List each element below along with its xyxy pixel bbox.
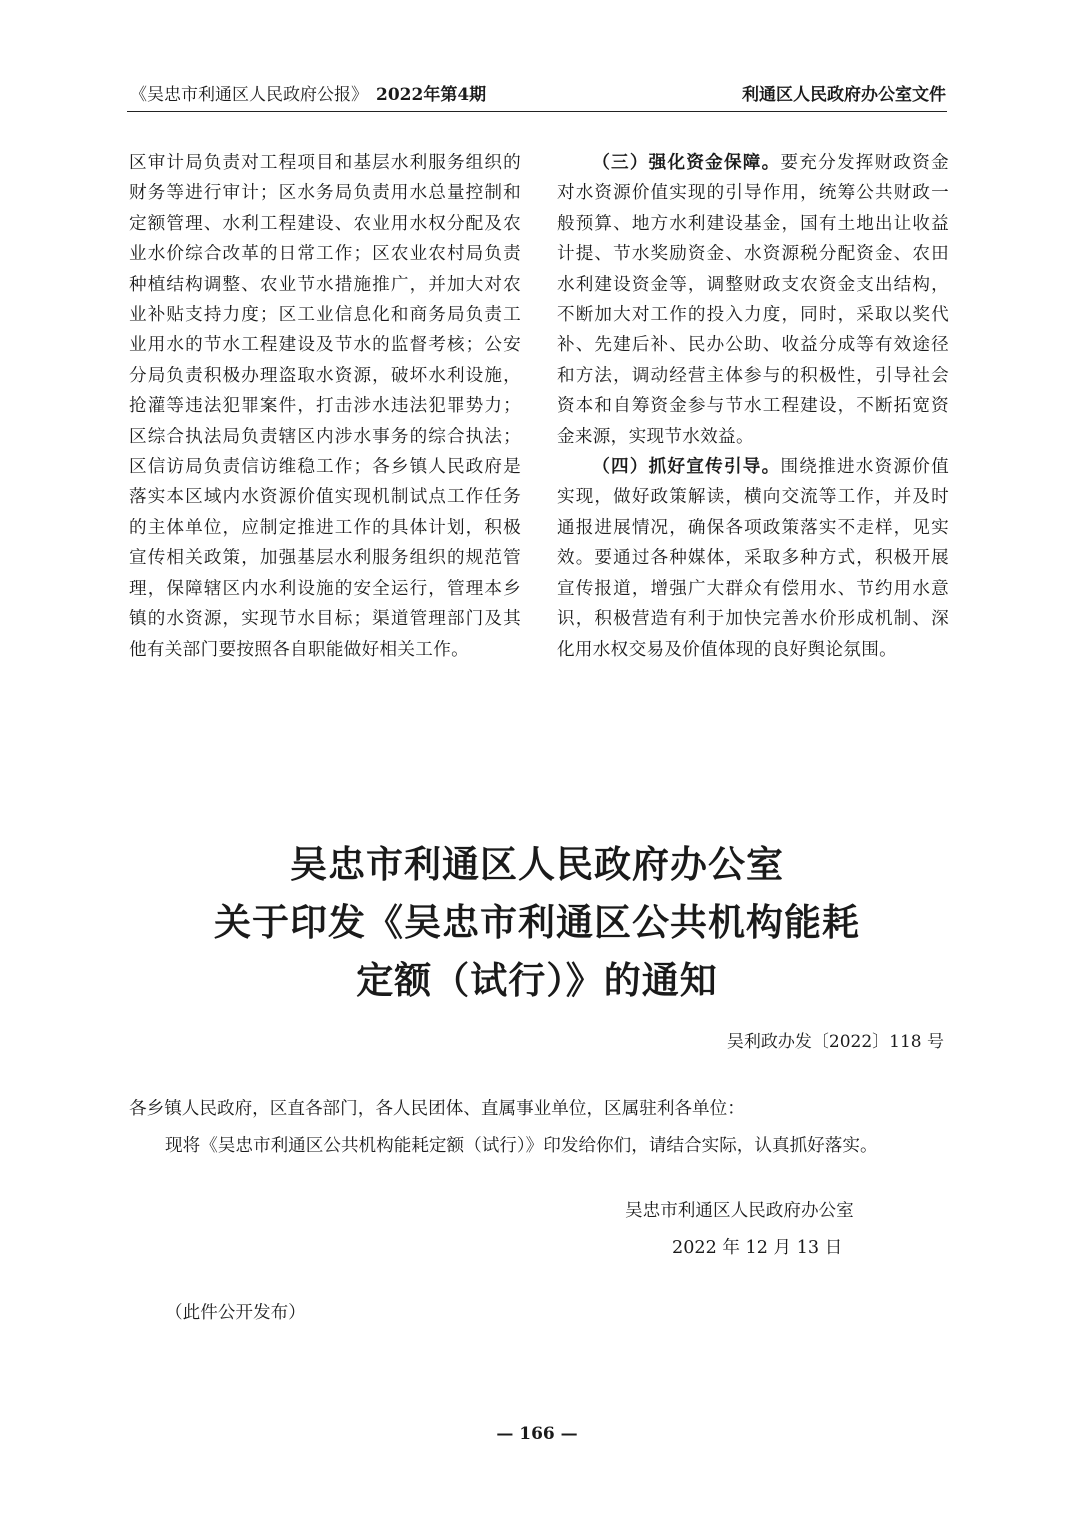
notice-salutation: 各乡镇人民政府，区直各部门，各人民团体、直属事业单位，区属驻利各单位： (129, 1099, 745, 1119)
section-4-text: 围绕推进水资源价值实现，做好政策解读，横向交流等工作，并及时通报进展情况，确保各项政策落实不走样，见实效。要通过各种媒体，采取多种方式，积极开展宣传报道，增强广大群众有偿用水、节约用水意识，积极营造有利于加快完善水价形成机制、深化用水权交易及价值体现的良好舆论氛围。 (557, 457, 949, 660)
section-3-heading: （三）强化资金保障。 (592, 152, 781, 173)
header-section-title: 利通区人民政府办公室文件 (742, 85, 946, 105)
signature-organization: 吴忠市利通区人民政府办公室 (625, 1201, 854, 1221)
document-number: 吴利政办发〔2022〕118 号 (726, 1032, 944, 1052)
section-4-paragraph (557, 452, 949, 665)
responsibilities-paragraph: 区审计局负责对工程项目和基层水利服务组织的财务等进行审计；区水务局负责用水总量控制和定额管理、水利工程建设、农业用水权分配及农业水价综合改革的日常工作；区农业农村局负责种植结构调整、农业节水措施推广，并加大对农业补贴支持力度；区工业信息化和商务局负责工业用水的节水工程建设及节水的监督考核；公安分局负责积极办理盗取水资源，破坏水利设施，抢灌等违法犯罪案件，打击涉水违法犯罪势力；区综合执法局负责辖区内涉水事务的综合执法；区信访局负责信访维稳工作；各乡镇人民政府是落实本区域内水资源价值实现机制试点工作任务的主体单位，应制定推进工作的具体计划，积极宣传相关政策，加强基层水利服务组织的规范管理，保障辖区内水利设施的安全运行，管理本乡镇的水资源，实现节水目标；渠道管理部门及其他有关部门要按照各自职能做好相关工作。 (129, 153, 521, 660)
left-column (129, 148, 521, 665)
publication-note: （此件公开发布） (165, 1303, 306, 1323)
header-divider (127, 111, 947, 112)
header-publication-info (130, 80, 486, 105)
section-3-paragraph (557, 148, 949, 452)
notice-title-line-2: 关于印发《吴忠市利通区公共机构能耗 (214, 900, 860, 944)
right-column (557, 148, 949, 665)
signature-date: 2022 年 12 月 13 日 (672, 1238, 843, 1258)
notice-body: 现将《吴忠市利通区公共机构能耗定额（试行）》印发给你们，请结合实际，认真抓好落实。 (165, 1136, 878, 1156)
section-3-text: 要充分发挥财政资金对水资源价值实现的引导作用，统筹公共财政一般预算、地方水利建设基金，国有土地出让收益计提、节水奖励资金、水资源税分配资金、农田水利建设资金等，调整财政支农资金支出结构，不断加大对工作的投入力度，同时，采取以奖代补、先建后补、民办公助、收益分成等有效途径和方法，调动经营主体参与的积极性，引导社会资本和自筹资金参与节水工程建设，不断拓宽资金来源，实现节水效益。 (557, 153, 949, 447)
notice-title-line-3: 定额（试行）》的通知 (356, 958, 718, 1002)
notice-title-line-1: 吴忠市利通区人民政府办公室 (290, 842, 784, 886)
notice-title (0, 835, 1074, 1009)
section-4-heading: （四）抓好宣传引导。 (592, 456, 781, 478)
publication-name: 《吴忠市利通区人民政府公报》 (130, 85, 368, 105)
issue-number: 2022年第4期 (376, 85, 487, 105)
page-number: — 166 — (496, 1424, 578, 1444)
